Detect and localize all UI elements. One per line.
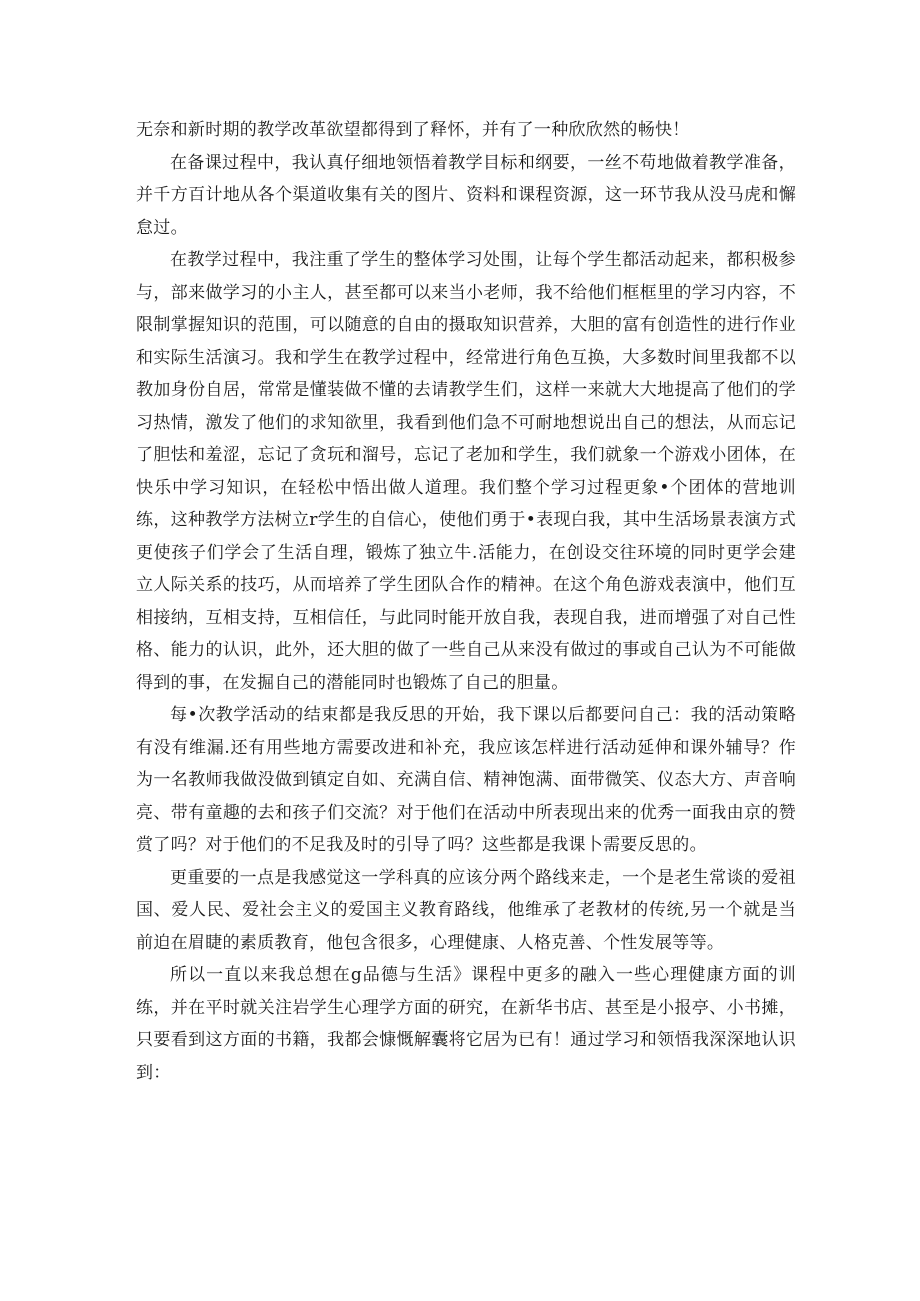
paragraph-mental-health: 所以一直以来我总想在g品德与生活》课程中更多的融入一些心理健康方面的训练，并在平时就关注岩学生心理学方面的研究，在新华书店、甚至是小报亭、小书摊，只要看到这方面的书籍，我都会慷慨解囊将它居为已有！通过学习和领悟我深深地认识到： [136, 965, 796, 1083]
paragraph-teaching-process: 在教学过程中，我注重了学生的整体学习处围，让每个学生都活动起来，都积极参与，部来做学习的小主人，甚至都可以来当小老师，我不给他们框框里的学习内容，不限制掌握知识的范围，可以随意的自由的摄取知识营养，大胆的富有创造性的进行作业和实际生活演习。我和学生在教学过程中，经常进行角色互换，大多数时间里我都不以教加身份自居，常常是懂装做不懂的去请教学生们，这样一来就大大地提高了他们的学习热情，激发了他们的求知欲里，我看到他们急不可耐地想说出自己的想法，从而忘记了胆怯和羞涩，忘记了贪玩和溜号，忘记了老加和学生，我们就象一个游戏小团体，在快乐中学习知识，在轻松中悟出做人道理。我们整个学习过程更象•个团体的营地训练，这种教学方法树立r学生的自信心，使他们勇于•表现白我，其中生活场景表演方式更使孩子们学会了生活自理，锻炼了独立牛.活能力，在创设交往环境的同时更学会建立人际关系的技巧，从而培养了学生团队合作的精神。在这个角色游戏表演中，他们互相接纳，互相支持，互相信任，与此同时能开放自我，表现自我，进而增强了对自己性格、能力的认识，此外，还大胆的做了一些自己从来没有做过的事或自己认为不可能做得到的事，在发掘自己的潜能同时也锻炼了自己的胆量。 [136, 250, 796, 693]
paragraph-reflection: 每•次教学活动的结束都是我反思的开始，我下课以后都要问自己：我的活动策略有没有维漏.还有用些地方需要改进和补充，我应该怎样进行活动延伸和课外辅导？作为一名教师我做没做到镇定自如、充满自信、精神饱满、面带微笑、仪态大方、声音响亮、带有童趣的去和孩子们交流？对于他们在活动中所表现出来的优秀一面我由京的赞赏了吗？对于他们的不足我及时的引导了吗？这些都是我课卜需要反思的。 [136, 705, 796, 855]
paragraph-two-routes: 更重要的一点是我感觉这一学科真的应该分两个路线来走，一个是老生常谈的爱祖国、爱人民、爱社会主义的爱国主义教育路线，他维承了老教材的传统,另一个就是当前迫在眉睫的素质教育，他包含很多，心理健康、人格克善、个性发展等等。 [136, 867, 796, 953]
paragraph-continuation: 无奈和新时期的教学改革欲望都得到了释怀，并有了一种欣欣然的畅快！ [136, 120, 690, 140]
document-body [136, 114, 796, 1089]
paragraph-lesson-preparation: 在备课过程中，我认真仔细地领悟着教学目标和纲要，一丝不苟地做着教学准备，并千方百计地从各个渠道收集有关的图片、资料和课程资源，这一环节我从没马虎和懈怠过。 [136, 152, 796, 238]
